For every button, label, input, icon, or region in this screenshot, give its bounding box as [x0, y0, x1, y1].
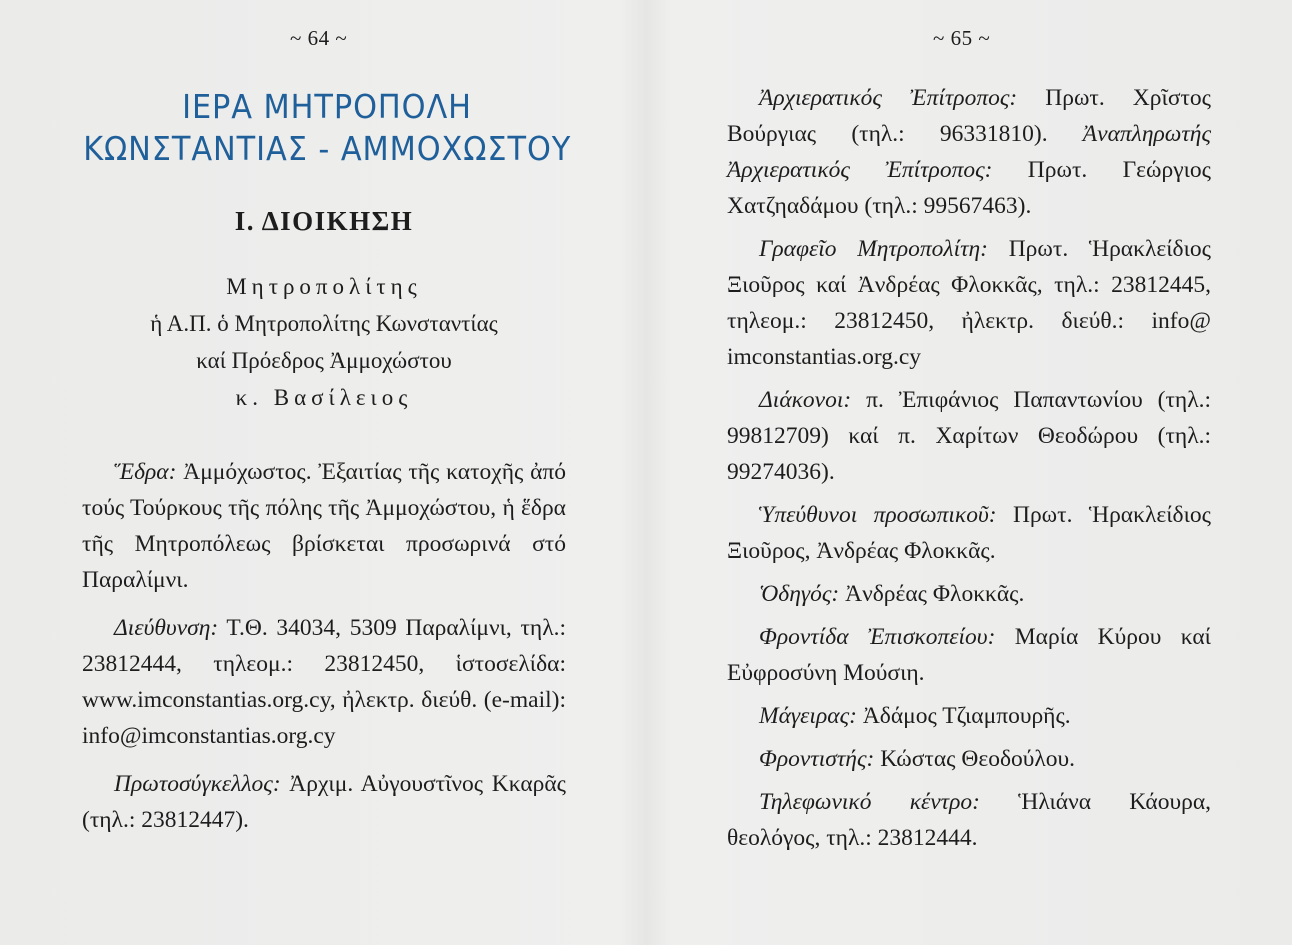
paragraph-label: Διάκονοι:: [759, 387, 852, 413]
paragraph-text: Μαρία Κύρου καί Εὐφροσύνη Μούσιη.: [727, 624, 1211, 686]
paragraph-label: Γραφεῖο Μητροπολίτη:: [759, 236, 989, 262]
paragraph-text: Τ.Θ. 34034, 5309 Παραλίμνι, τηλ.: 23812444, τηλεομ.: 23812450, ἱστοσελίδα: www.imconstantias.org.cy, ἠλεκτρ. διεύθ. (e-mail): info@imconstantias.org.cy: [82, 615, 566, 749]
left-body-text: [82, 454, 566, 850]
metropolitan-name: κ. Βασίλειος: [235, 385, 413, 410]
paragraph-deacons: [727, 382, 1211, 490]
paragraph-label: Ὁδηγός:: [759, 581, 840, 607]
paragraph-text: Ἀρχιμ. Αὐγουστῖνος Κκαρᾶς (τηλ.: 23812447).: [82, 771, 566, 833]
title-line-2: ΚΩΝΣΤΑΝΤΙΑΣ - ΑΜΜΟΧΩΣΤΟΥ: [83, 129, 572, 168]
metropolitan-title: Μητροπολίτης: [226, 274, 422, 299]
paragraph-housekeeping: [727, 619, 1211, 691]
paragraph-label: Πρωτοσύγκελλος:: [114, 771, 281, 797]
paragraph-label: Τηλεφωνικό κέντρο:: [759, 789, 980, 815]
paragraph-label: Φροντίδα Ἐπισκοπείου:: [759, 624, 996, 650]
paragraph-text: Κώστας Θεοδούλου.: [874, 746, 1076, 772]
paragraph-protosyncellus: [82, 766, 566, 838]
paragraph-text: Πρωτ. Ἡρακλείδιος Ξιοῦρος καί Ἀνδρέας Φλοκκᾶς, τηλ.: 23812445, τηλεομ.: 23812450, ἠλεκτρ. διεύθ.: info@ imconstantias.org.cy: [727, 236, 1211, 370]
paragraph-text: π. Ἐπιφάνιος Παπαντωνίου (τηλ.: 99812709) καί π. Χαρίτων Θεοδώρου (τηλ.: 99274036).: [727, 387, 1211, 485]
paragraph-label-secondary: Ἀναπληρωτής Ἀρχιερατικός Ἐπίτροπος:: [727, 121, 1211, 183]
paragraph-label: Ἕδρα:: [114, 459, 177, 485]
paragraph-text-secondary: Πρωτ. Γεώργιος Χατζηαδάμου (τηλ.: 99567463).: [727, 157, 1211, 219]
right-page: [727, 0, 1211, 945]
paragraph-episcopal-vicar: [727, 80, 1211, 224]
metropolitan-line-3: καί Πρόεδρος Ἀμμοχώστου: [196, 348, 452, 373]
right-body-text: [727, 80, 1211, 863]
paragraph-label: Ὑπεύθυνοι προσωπικοῦ:: [759, 502, 997, 528]
paragraph-text: Ἡλιάνα Κάουρα, θεολόγος, τηλ.: 23812444.: [727, 789, 1212, 851]
page-number-left: ~ 64 ~: [290, 26, 348, 50]
paragraph-address: [82, 610, 566, 754]
left-page: [82, 0, 572, 945]
paragraph-label: Φροντιστής:: [759, 746, 875, 772]
paragraph-label: Διεύθυνση:: [114, 615, 219, 641]
section-heading: Ι. ΔΙΟΙΚΗΣΗ: [234, 206, 414, 236]
paragraph-text: Ἀμμόχωστος. Ἐξαιτίας τῆς κατοχῆς ἀπό τούς Τούρκους τῆς πόλης τῆς Ἀμμοχώστου, ἡ ἕδρα τῆς Μητροπόλεως βρίσκεται προσωρινά στό Παραλίμνι.: [82, 459, 566, 593]
paragraph-cook: [727, 698, 1211, 734]
title-line-1: ΙΕΡΑ ΜΗΤΡΟΠΟΛΗ: [182, 87, 472, 126]
paragraph-text: Ἀνδρέας Φλοκκᾶς.: [839, 581, 1025, 607]
metropolitan-block: [82, 268, 566, 416]
paragraph-text: Ἀδάμος Τζιαμπουρῆς.: [856, 703, 1071, 729]
paragraph-label: Μάγειρας:: [759, 703, 857, 729]
page-title: [83, 86, 571, 170]
paragraph-personnel: [727, 497, 1211, 569]
paragraph-label: Ἀρχιερατικός Ἐπίτροπος:: [759, 85, 1018, 111]
paragraph-switchboard: [727, 784, 1211, 856]
paragraph-driver: [727, 576, 1211, 612]
paragraph-text: Πρωτ. Ἡρακλείδιος Ξιοῦρος, Ἀνδρέας Φλοκκᾶς.: [727, 502, 1211, 564]
paragraph-office: [727, 231, 1211, 375]
paragraph-text: Πρωτ. Χρῖστος Βούργιας (τηλ.: 96331810).: [727, 85, 1211, 147]
metropolitan-line-2: ἡ Α.Π. ὁ Μητροπολίτης Κωνσταντίας: [150, 311, 498, 336]
page-number-right: ~ 65 ~: [933, 26, 991, 50]
paragraph-tutor: [727, 741, 1211, 777]
paragraph-seat: [82, 454, 566, 598]
